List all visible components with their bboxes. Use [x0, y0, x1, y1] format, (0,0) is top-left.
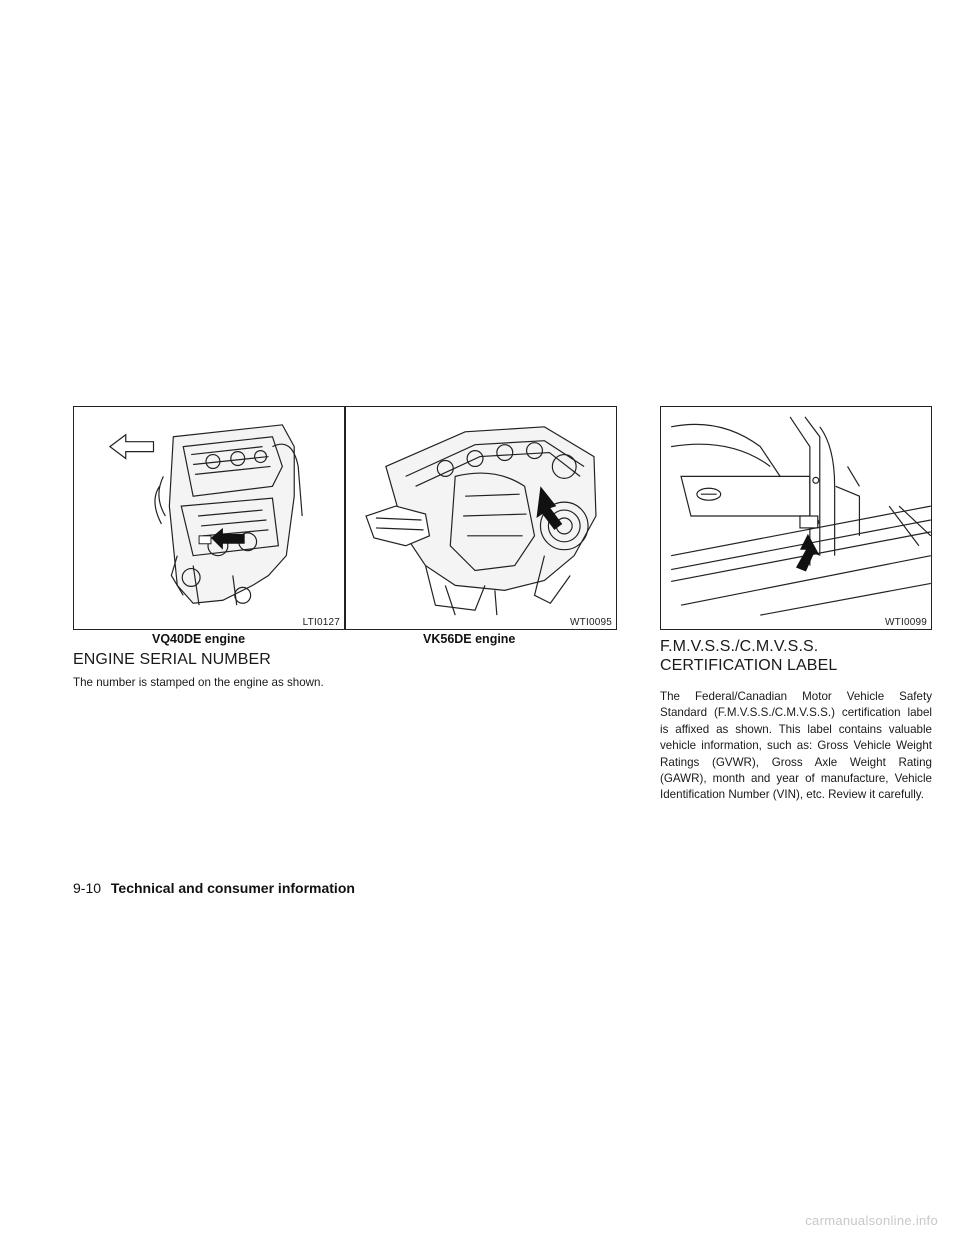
- certification-label-text: The Federal/Canadian Motor Vehicle Safety Standard (F.M.V.S.S./C.M.V.S.S.) certification label is affixed as shown. This label contains valuable vehicle information, such as: Gross Vehicle Weight Ratings (GVWR), Gross Axle Weight Rating (GAWR), month and year of manufacture, Vehicle Identification Number (VIN), etc. Review it carefully.: [660, 690, 932, 802]
- section-heading-engine-serial-number: ENGINE SERIAL NUMBER: [73, 651, 271, 668]
- figure-caption: VK56DE engine: [423, 632, 516, 646]
- heading-line: CERTIFICATION LABEL: [660, 657, 838, 674]
- page-footer: [73, 880, 355, 896]
- engine-serial-number-text: The number is stamped on the engine as shown.: [73, 676, 324, 689]
- engine-illustration-vk56de: [346, 407, 616, 629]
- page-number: 9-10: [73, 880, 102, 896]
- watermark: carmanualsonline.info: [805, 1213, 938, 1228]
- figure-code: LTI0127: [300, 617, 340, 628]
- engine-illustration-vq40de: [74, 407, 344, 629]
- section-title: Technical and consumer information: [110, 880, 355, 896]
- figure-vq40de-engine: [73, 406, 345, 630]
- section-heading-certification-label: [660, 637, 837, 675]
- figure-code: WTI0099: [882, 617, 927, 628]
- figure-certification-label-location: [660, 406, 932, 630]
- figure-code: WTI0095: [567, 617, 612, 628]
- figure-caption: VQ40DE engine: [152, 632, 246, 646]
- door-jamb-illustration: [661, 407, 931, 629]
- heading-line: F.M.V.S.S./C.M.V.S.S.: [660, 638, 819, 655]
- figure-vk56de-engine: [345, 406, 617, 630]
